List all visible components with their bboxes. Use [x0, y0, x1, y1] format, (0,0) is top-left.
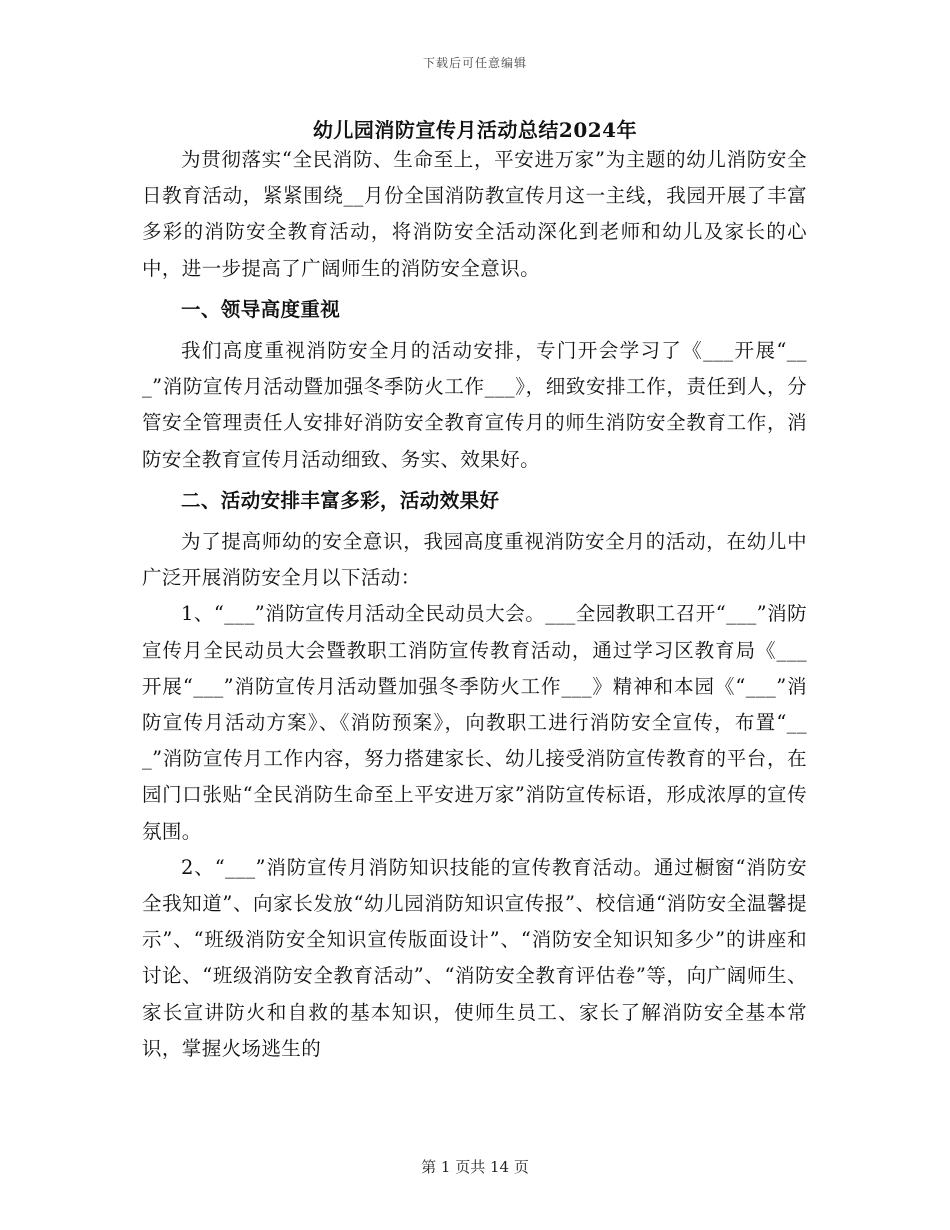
- intro-paragraph: 为贯彻落实“全民消防、生命至上，平安进万家”为主题的幼儿消防安全日教育活动，紧紧围绕__月份全国消防教宣传月这一主线，我园开展了丰富多彩的消防安全教育活动，将消防安全活动深化到老师和幼儿及家长的心中，进一步提高了广阔师生的消防安全意识。: [142, 148, 807, 280]
- document-body: [142, 142, 807, 1067]
- section-2-intro-paragraph: 为了提高师幼的安全意识，我园高度重视消防安全月的活动，在幼儿中广泛开展消防安全月以下活动：: [142, 530, 807, 590]
- activity-item-2-paragraph: 2、“___”消防宣传月消防知识技能的宣传教育活动。通过橱窗“消防安全我知道”、向家长发放“幼儿园消防知识宣传报”、校信通“消防安全温馨提示”、“班级消防安全知识宣传版面设计”、“消防安全知识知多少”的讲座和讨论、“班级消防安全教育活动”、“消防安全教育评估卷”等，向广阔师生、家长宣讲防火和自救的基本知识，使师生员工、家长了解消防安全基本常识，掌握火场逃生的: [142, 855, 807, 1060]
- section-1-paragraph: 我们高度重视消防安全月的活动安排，专门开会学习了《___开展“___”消防宣传月活动暨加强冬季防火工作___》，细致安排工作，责任到人，分管安全管理责任人安排好消防安全教育宣传月的师生消防安全教育工作，消防安全教育宣传月活动细致、务实、效果好。: [142, 339, 807, 471]
- page-number-footer: 第 1 页共 14 页: [421, 1158, 529, 1176]
- header-note: 下载后可任意编辑: [422, 56, 527, 70]
- document-title: 幼儿园消防宣传月活动总结2024年: [312, 118, 638, 142]
- section-heading-1: 一、领导高度重视: [181, 297, 341, 321]
- activity-item-1-paragraph: 1、“___”消防宣传月活动全民动员大会。___全园教职工召开“___”消防宣传月全民动员大会暨教职工消防宣传教育活动，通过学习区教育局《___开展“___”消防宣传月活动暨加强冬季防火工作___》精神和本园《“___”消防宣传月活动方案》、《消防预案》，向教职工进行消防安全宣传，布置“___”消防宣传月工作内容，努力搭建家长、幼儿接受消防宣传教育的平台，在园门口张贴“全民消防生命至上平安进万家”消防宣传标语，形成浓厚的宣传氛围。: [142, 602, 807, 843]
- section-heading-2: 二、活动安排丰富多彩，活动效果好: [181, 488, 500, 512]
